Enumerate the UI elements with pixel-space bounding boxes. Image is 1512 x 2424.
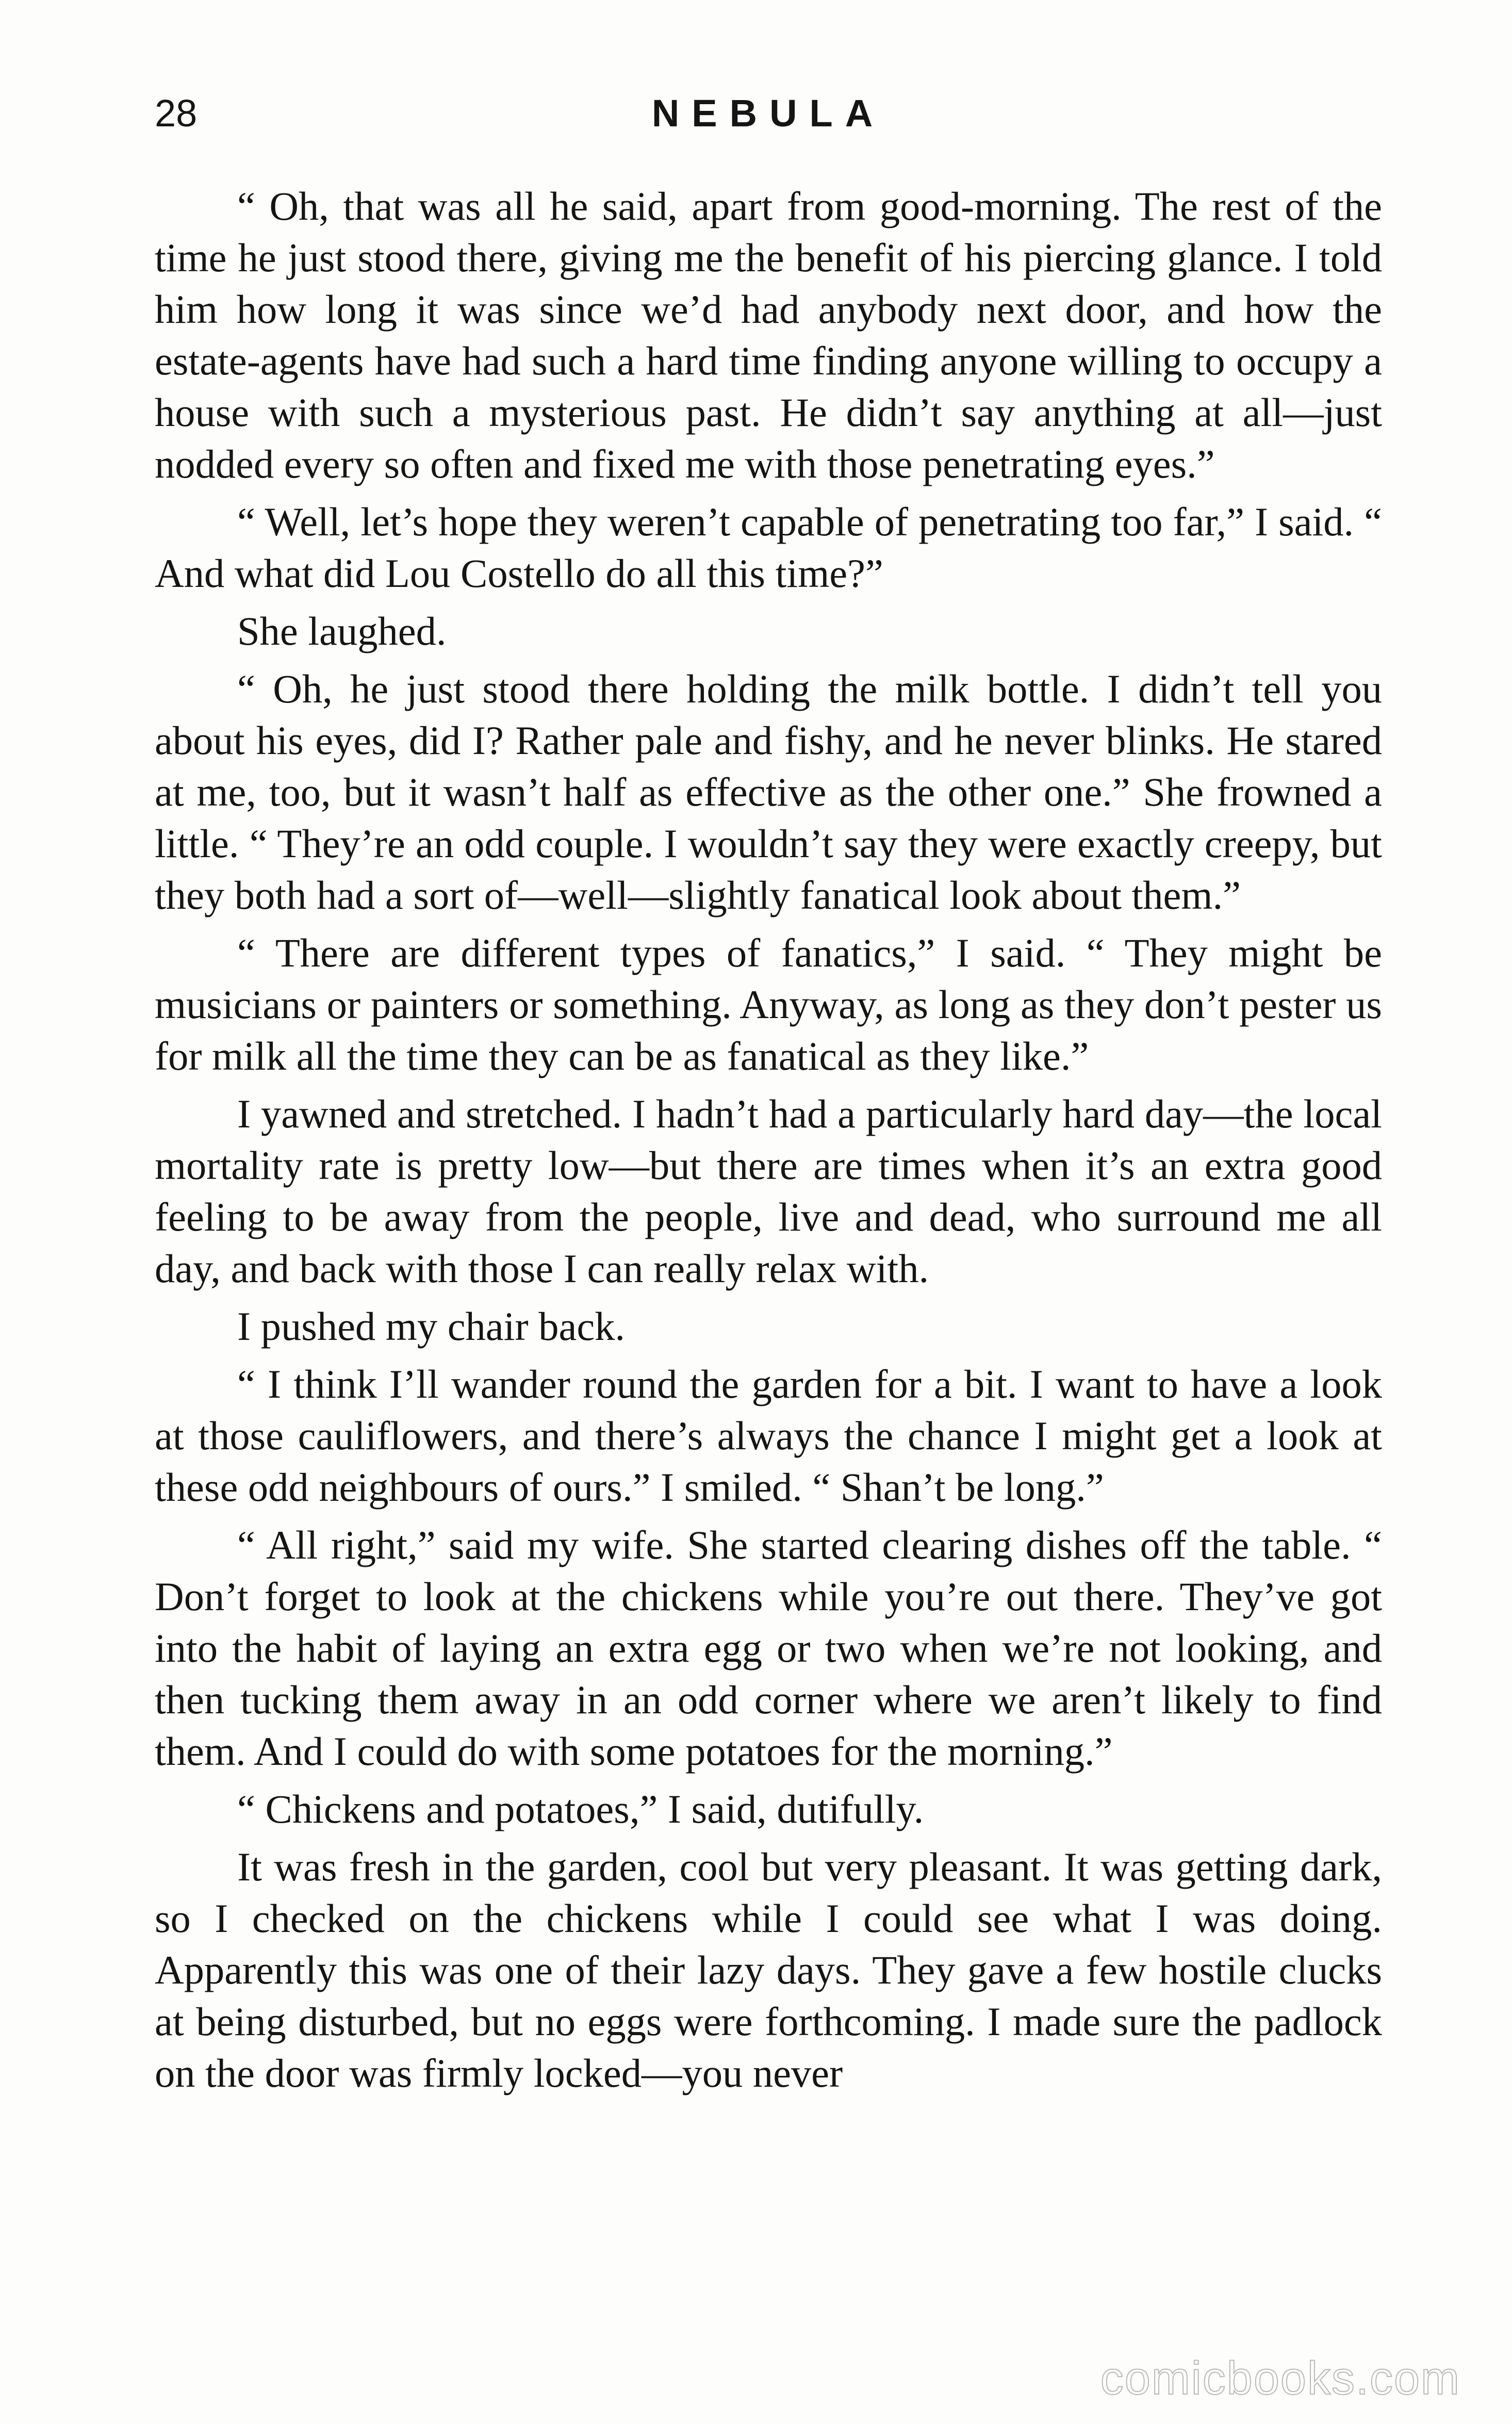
- paragraph: She laughed.: [237, 609, 447, 653]
- paragraph: “ All right,” said my wife. She started clearing dishes off the table. “ Don’t forget to look at the chickens while you’re out there. They’ve got into the habit of laying an extra egg or two when we’re not looking, and then tucking them away in an odd corner where we aren’t likely to find them. And I could do with some potatoes for the morning.”: [155, 1522, 1382, 1774]
- paragraph: “ Oh, he just stood there holding the milk bottle. I didn’t tell you about his eyes, did I? Rather pale and fishy, and he never blinks. He stared at me, too, but it wasn’t half as effective as the other one.” She frowned a little. “ They’re an odd couple. I wouldn’t say they were exactly creepy, but they both had a sort of—well—slightly fanatical look about them.”: [155, 666, 1382, 918]
- paragraph: It was fresh in the garden, cool but very pleasant. It was getting dark, so I checked on the chickens while I could see what I was doing. Apparently this was one of their lazy days. They gave a few hostile clucks at being disturbed, but no eggs were forthcoming. I made sure the padlock on the door was firmly locked—you never: [155, 1844, 1382, 2095]
- page-number: 28: [155, 92, 198, 135]
- watermark: comicbooks.com: [1100, 2353, 1460, 2404]
- paragraph: I yawned and stretched. I hadn’t had a particularly hard day—the local mortality rate is pretty low—but there are times when it’s an extra good feeling to be away from the people, live and dead, who surround me all day, and back with those I can really relax with.: [155, 1091, 1382, 1291]
- paragraph: “ Chickens and potatoes,” I said, dutifully.: [237, 1787, 924, 1831]
- running-title: NEBULA: [651, 92, 885, 135]
- paragraph: “ There are different types of fanatics,” I said. “ They might be musicians or painters or something. Anyway, as long as they don’t pester us for milk all the time they can be as fanatical as they like.”: [155, 930, 1382, 1078]
- paragraph: I pushed my chair back.: [237, 1304, 626, 1349]
- paragraph: “ Oh, that was all he said, apart from good-morning. The rest of the time he just stood there, giving me the benefit of his piercing glance. I told him how long it was since we’d had anybody next door, and how the estate-agents have had such a hard time finding anyone willing to occupy a house with such a mysterious past. He didn’t say anything at all—just nodded every so often and fixed me with those penetrating eyes.”: [155, 184, 1382, 486]
- page-header: [155, 88, 1382, 150]
- body-text: [155, 181, 1382, 2105]
- paragraph: “ Well, let’s hope they weren’t capable of penetrating too far,” I said. “ And what did Lou Costello do all this time?”: [155, 499, 1382, 596]
- paragraph: “ I think I’ll wander round the garden for a bit. I want to have a look at those cauliflowers, and there’s always the chance I might get a look at these odd neighbours of ours.” I smiled. “ Shan’t be long.”: [155, 1362, 1382, 1510]
